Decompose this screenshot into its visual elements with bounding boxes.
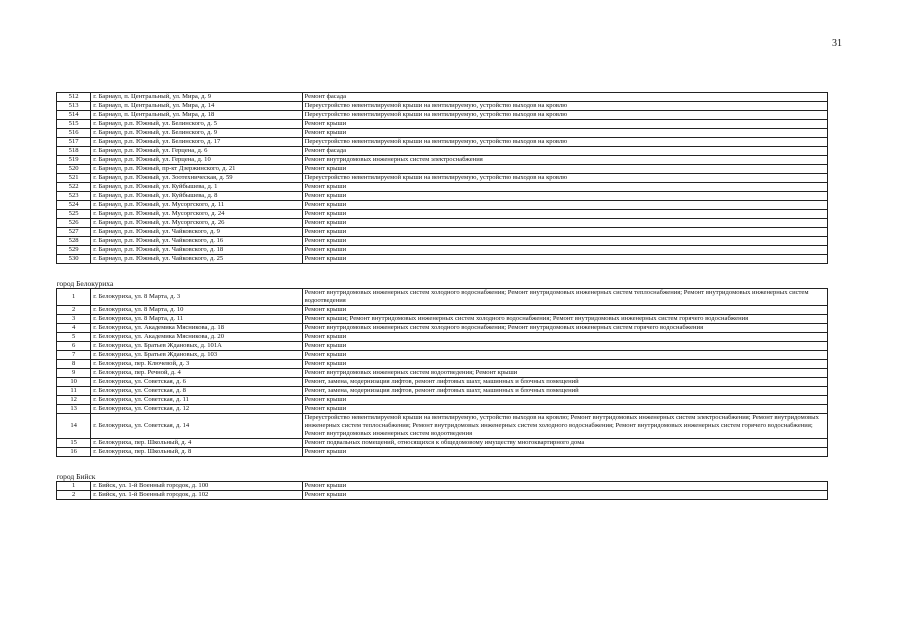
table-row xyxy=(57,306,828,315)
row-number: 12 xyxy=(57,396,91,405)
row-number: 13 xyxy=(57,405,91,414)
row-work-type: Ремонт крыши xyxy=(302,192,827,201)
row-address: г. Барнаул, п. Центральный, ул. Мира, д. 18 xyxy=(91,111,302,120)
row-work-type: Переустройство невентилируемой крыши на вентилируемую, устройство выходов на кровлю xyxy=(302,111,827,120)
table-row xyxy=(57,342,828,351)
row-work-type: Ремонт крыши xyxy=(302,210,827,219)
row-number: 519 xyxy=(57,156,91,165)
row-address: г. Барнаул, р.п. Южный, ул. Куйбышева, д. 1 xyxy=(91,183,302,192)
row-number: 520 xyxy=(57,165,91,174)
table-row xyxy=(57,396,828,405)
table-row xyxy=(57,183,828,192)
row-number: 524 xyxy=(57,201,91,210)
repair-program-table xyxy=(56,92,828,500)
row-number: 10 xyxy=(57,378,91,387)
row-number: 2 xyxy=(57,306,91,315)
row-number: 1 xyxy=(57,482,91,491)
table-row xyxy=(57,93,828,102)
row-work-type: Ремонт крыши xyxy=(302,165,827,174)
row-address: г. Белокуриха, ул. 8 Марта, д. 10 xyxy=(91,306,302,315)
table-row xyxy=(57,165,828,174)
row-work-type: Ремонт крыши xyxy=(302,351,827,360)
table-row xyxy=(57,448,828,457)
row-address: г. Барнаул, р.п. Южный, пр-кт Дзержинского, д. 21 xyxy=(91,165,302,174)
row-number: 521 xyxy=(57,174,91,183)
table-row xyxy=(57,111,828,120)
row-number: 522 xyxy=(57,183,91,192)
table-row xyxy=(57,360,828,369)
table-row xyxy=(57,387,828,396)
table-row xyxy=(57,129,828,138)
row-work-type: Ремонт крыши xyxy=(302,333,827,342)
row-work-type: Ремонт крыши xyxy=(302,360,827,369)
row-address: г. Белокуриха, ул. Братьев Ждановых, д. 103 xyxy=(91,351,302,360)
table-row xyxy=(57,120,828,129)
row-work-type: Ремонт, замена, модернизация лифтов, ремонт лифтовых шахт, машинных и блочных помещений xyxy=(302,387,827,396)
table-row xyxy=(57,482,828,491)
table-row xyxy=(57,228,828,237)
row-address: г. Барнаул, р.п. Южный, ул. Белинского, д. 5 xyxy=(91,120,302,129)
row-address: г. Барнаул, р.п. Южный, ул. Куйбышева, д. 8 xyxy=(91,192,302,201)
row-number: 527 xyxy=(57,228,91,237)
row-work-type: Ремонт крыши xyxy=(302,255,827,264)
row-number: 515 xyxy=(57,120,91,129)
row-number: 518 xyxy=(57,147,91,156)
table-row xyxy=(57,378,828,387)
row-address: г. Белокуриха, ул. Советская, д. 11 xyxy=(91,396,302,405)
table-row xyxy=(57,315,828,324)
row-work-type: Ремонт фасада xyxy=(302,93,827,102)
table-row xyxy=(57,255,828,264)
row-work-type: Переустройство невентилируемой крыши на вентилируемую, устройство выходов на кровлю xyxy=(302,102,827,111)
row-address: г. Барнаул, п. Центральный, ул. Мира, д. 9 xyxy=(91,93,302,102)
row-work-type: Ремонт крыши xyxy=(302,201,827,210)
table-row xyxy=(57,289,828,306)
row-work-type: Ремонт крыши xyxy=(302,246,827,255)
table-row xyxy=(57,439,828,448)
row-work-type: Ремонт крыши xyxy=(302,120,827,129)
row-number: 4 xyxy=(57,324,91,333)
row-address: г. Белокуриха, ул. 8 Марта, д. 11 xyxy=(91,315,302,324)
row-address: г. Барнаул, р.п. Южный, ул. Чайковского, д. 9 xyxy=(91,228,302,237)
row-work-type: Переустройство невентилируемой крыши на вентилируемую, устройство выходов на кровлю xyxy=(302,138,827,147)
row-number: 8 xyxy=(57,360,91,369)
table-row xyxy=(57,237,828,246)
row-address: г. Барнаул, р.п. Южный, ул. Зоотехническая, д. 59 xyxy=(91,174,302,183)
row-number: 516 xyxy=(57,129,91,138)
row-work-type: Ремонт крыши xyxy=(302,482,827,491)
table-row xyxy=(57,369,828,378)
row-work-type: Ремонт подвальных помещений, относящихся к общедомовому имуществу многоквартирного дома xyxy=(302,439,827,448)
table-row xyxy=(57,491,828,500)
row-address: г. Барнаул, р.п. Южный, ул. Чайковского, д. 25 xyxy=(91,255,302,264)
row-work-type: Ремонт внутридомовых инженерных систем электроснабжения xyxy=(302,156,827,165)
row-number: 528 xyxy=(57,237,91,246)
row-number: 512 xyxy=(57,93,91,102)
row-address: г. Барнаул, р.п. Южный, ул. Мусоргского, д. 26 xyxy=(91,219,302,228)
row-number: 11 xyxy=(57,387,91,396)
row-address: г. Белокуриха, пер. Речной, д. 4 xyxy=(91,369,302,378)
row-address: г. Белокуриха, пер. Ключевой, д. 3 xyxy=(91,360,302,369)
row-number: 9 xyxy=(57,369,91,378)
row-address: г. Белокуриха, ул. Советская, д. 6 xyxy=(91,378,302,387)
row-work-type: Ремонт крыши xyxy=(302,396,827,405)
table-row xyxy=(57,174,828,183)
city-heading: город Белокуриха xyxy=(56,279,114,288)
row-number: 514 xyxy=(57,111,91,120)
row-address: г. Барнаул, р.п. Южный, ул. Белинского, д. 9 xyxy=(91,129,302,138)
row-number: 5 xyxy=(57,333,91,342)
row-number: 2 xyxy=(57,491,91,500)
row-address: г. Белокуриха, пер. Школьный, д. 4 xyxy=(91,439,302,448)
city-heading: город Бийск xyxy=(56,472,96,481)
row-work-type: Ремонт крыши xyxy=(302,237,827,246)
row-number: 15 xyxy=(57,439,91,448)
row-address: г. Барнаул, р.п. Южный, ул. Мусоргского, д. 24 xyxy=(91,210,302,219)
table-row xyxy=(57,102,828,111)
table-row xyxy=(57,201,828,210)
city-heading-row xyxy=(57,270,828,289)
row-address: г. Белокуриха, ул. Братьев Ждановых, д. 101А xyxy=(91,342,302,351)
row-number: 530 xyxy=(57,255,91,264)
row-work-type: Ремонт фасада xyxy=(302,147,827,156)
row-address: г. Бийск, ул. 1-й Военный городок, д. 100 xyxy=(91,482,302,491)
row-address: г. Барнаул, р.п. Южный, ул. Белинского, д. 17 xyxy=(91,138,302,147)
row-address: г. Белокуриха, ул. Советская, д. 14 xyxy=(91,414,302,439)
row-address: г. Белокуриха, ул. Советская, д. 12 xyxy=(91,405,302,414)
row-work-type: Переустройство невентилируемой крыши на вентилируемую, устройство выходов на кровлю xyxy=(302,174,827,183)
row-address: г. Бийск, ул. 1-й Военный городок, д. 102 xyxy=(91,491,302,500)
table-row xyxy=(57,219,828,228)
table-row xyxy=(57,246,828,255)
row-work-type: Ремонт крыши xyxy=(302,129,827,138)
table-row xyxy=(57,147,828,156)
row-number: 14 xyxy=(57,414,91,439)
row-address: г. Барнаул, р.п. Южный, ул. Мусоргского, д. 11 xyxy=(91,201,302,210)
row-number: 529 xyxy=(57,246,91,255)
row-number: 523 xyxy=(57,192,91,201)
row-address: г. Белокуриха, ул. Академика Мясникова, д. 18 xyxy=(91,324,302,333)
row-number: 1 xyxy=(57,289,91,306)
row-work-type: Ремонт крыши xyxy=(302,228,827,237)
table-row xyxy=(57,138,828,147)
row-work-type: Ремонт крыши xyxy=(302,448,827,457)
row-work-type: Ремонт внутридомовых инженерных систем водоотведения; Ремонт крыши xyxy=(302,369,827,378)
row-work-type: Ремонт крыши xyxy=(302,405,827,414)
row-work-type: Переустройство невентилируемой крыши на вентилируемую, устройство выходов на кровлю; Ремонт внутридомовых инженерных систем электроснабжения; Ремонт внутридомовых инженерных систем теплоснабжения; Ремонт внутридомовых инженерных систем холодного водоснабжения; Ремонт внутридомовых инженерных систем горячего водоснабжения; Ремонт внутридомовых инженерных систем водоотведения xyxy=(302,414,827,439)
row-address: г. Барнаул, п. Центральный, ул. Мира, д. 14 xyxy=(91,102,302,111)
row-address: г. Барнаул, р.п. Южный, ул. Чайковского, д. 16 xyxy=(91,237,302,246)
row-address: г. Барнаул, р.п. Южный, ул. Герцена, д. 6 xyxy=(91,147,302,156)
row-number: 16 xyxy=(57,448,91,457)
table-row xyxy=(57,324,828,333)
row-address: г. Белокуриха, ул. 8 Марта, д. 3 xyxy=(91,289,302,306)
table-row xyxy=(57,210,828,219)
row-work-type: Ремонт внутридомовых инженерных систем холодного водоснабжения; Ремонт внутридомовых инженерных систем теплоснабжения; Ремонт внутридомовых инженерных систем водоотведения xyxy=(302,289,827,306)
row-number: 525 xyxy=(57,210,91,219)
row-work-type: Ремонт крыши; Ремонт внутридомовых инженерных систем холодного водоснабжения; Ремонт внутридомовых инженерных систем горячего водоснабжения xyxy=(302,315,827,324)
row-work-type: Ремонт крыши xyxy=(302,306,827,315)
row-address: г. Белокуриха, ул. Академика Мясникова, д. 20 xyxy=(91,333,302,342)
city-heading-row xyxy=(57,463,828,482)
table-row xyxy=(57,156,828,165)
row-address: г. Барнаул, р.п. Южный, ул. Герцена, д. 10 xyxy=(91,156,302,165)
row-number: 6 xyxy=(57,342,91,351)
row-number: 513 xyxy=(57,102,91,111)
table-row xyxy=(57,351,828,360)
row-address: г. Белокуриха, ул. Советская, д. 8 xyxy=(91,387,302,396)
row-number: 526 xyxy=(57,219,91,228)
row-work-type: Ремонт внутридомовых инженерных систем холодного водоснабжения; Ремонт внутридомовых инженерных систем горячего водоснабжения xyxy=(302,324,827,333)
row-work-type: Ремонт крыши xyxy=(302,342,827,351)
table-row xyxy=(57,333,828,342)
table-row xyxy=(57,192,828,201)
row-work-type: Ремонт крыши xyxy=(302,491,827,500)
page-number: 31 xyxy=(832,38,842,49)
table-row xyxy=(57,405,828,414)
row-work-type: Ремонт, замена, модернизация лифтов, ремонт лифтовых шахт, машинных и блочных помещений xyxy=(302,378,827,387)
row-number: 517 xyxy=(57,138,91,147)
row-number: 7 xyxy=(57,351,91,360)
row-work-type: Ремонт крыши xyxy=(302,219,827,228)
row-work-type: Ремонт крыши xyxy=(302,183,827,192)
row-number: 3 xyxy=(57,315,91,324)
row-address: г. Белокуриха, пер. Школьный, д. 8 xyxy=(91,448,302,457)
row-address: г. Барнаул, р.п. Южный, ул. Чайковского, д. 18 xyxy=(91,246,302,255)
table-row xyxy=(57,414,828,439)
